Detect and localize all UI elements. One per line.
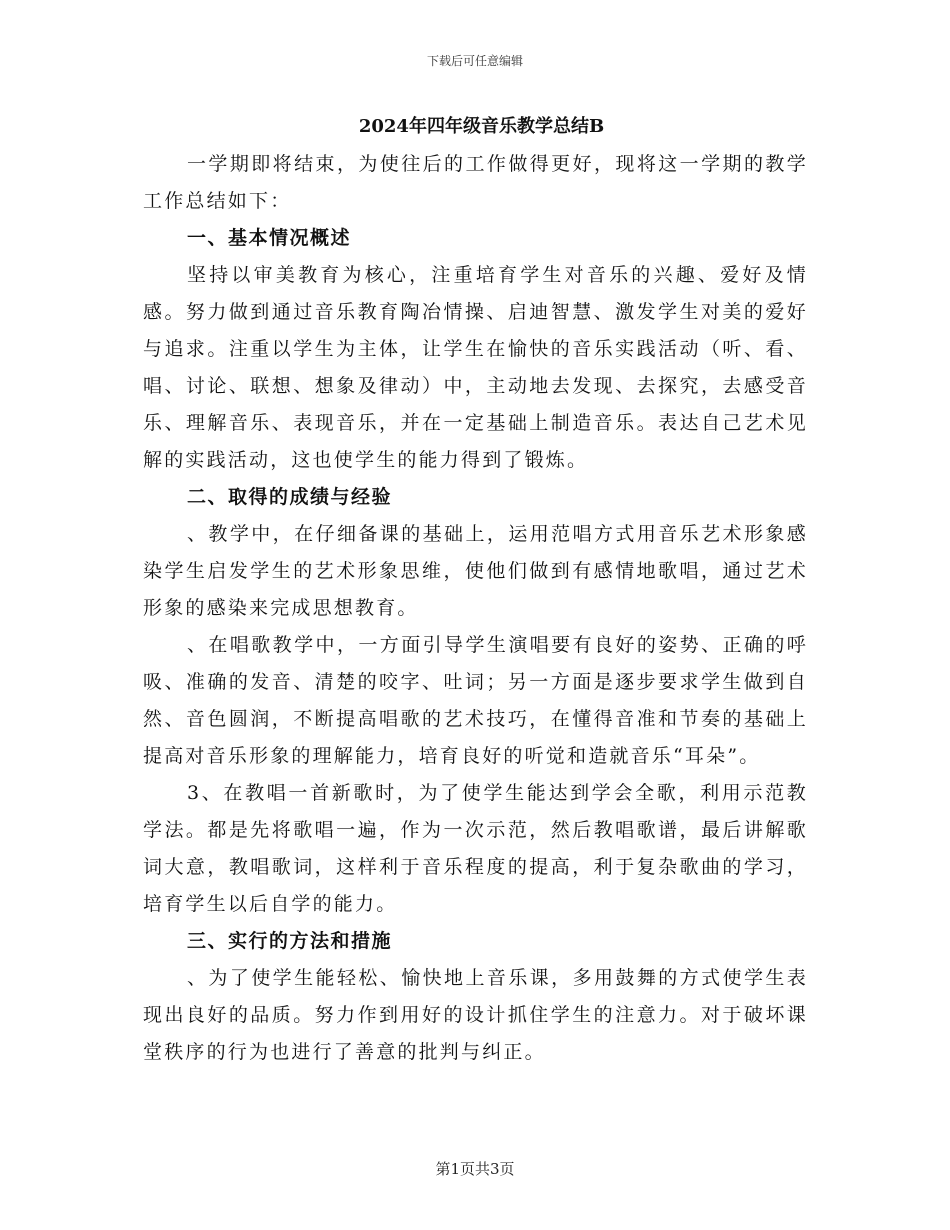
intro-paragraph: 一学期即将结束，为使往后的工作做得更好，现将这一学期的教学工作总结如下：: [143, 153, 808, 212]
section-heading-1: 一、基本情况概述: [187, 227, 352, 249]
section3-paragraph-1: 、为了使学生能轻松、愉快地上音乐课，多用鼓舞的方式使学生表现出良好的品质。努力作到用好的设计抓住学生的注意力。对于破坏课堂秩序的行为也进行了善意的批判与纠正。: [143, 967, 808, 1063]
section2-paragraph-3: 3、在教唱一首新歌时，为了使学生能达到学会全歌，利用示范教学法。都是先将歌唱一遍，作为一次示范，然后教唱歌谱，最后讲解歌词大意，教唱歌词，这样利于音乐程度的提高，利于复杂歌曲的学习，培育学生以后自学的能力。: [143, 782, 808, 915]
page-number-footer: 第1页共3页: [435, 1160, 515, 1178]
header-note: 下载后可任意编辑: [426, 54, 523, 68]
document-title: 2024年四年级音乐教学总结B: [358, 116, 605, 137]
section1-paragraph-1: 坚持以审美教育为核心，注重培育学生对音乐的兴趣、爱好及情感。努力做到通过音乐教育陶冶情操、启迪智慧、激发学生对美的爱好与追求。注重以学生为主体，让学生在愉快的音乐实践活动（听、看、唱、讨论、联想、想象及律动）中，主动地去发现、去探究，去感受音乐、理解音乐、表现音乐，并在一定基础上制造音乐。表达自己艺术见解的实践活动，这也使学生的能力得到了锻炼。: [143, 264, 808, 471]
section2-paragraph-2: 、在唱歌教学中，一方面引导学生演唱要有良好的姿势、正确的呼吸、准确的发音、清楚的咬字、吐词；另一方面是逐步要求学生做到自然、音色圆润，不断提高唱歌的艺术技巧，在懂得音准和节奏的基础上提高对音乐形象的理解能力，培育良好的听觉和造就音乐“耳朵”。: [143, 634, 808, 767]
section2-paragraph-1: 、教学中，在仔细备课的基础上，运用范唱方式用音乐艺术形象感染学生启发学生的艺术形象思维，使他们做到有感情地歌唱，通过艺术形象的感染来完成思想教育。: [143, 523, 808, 619]
section-heading-2: 二、取得的成绩与经验: [187, 486, 393, 508]
section-heading-3: 三、实行的方法和措施: [187, 930, 393, 952]
document-body: [143, 108, 808, 1071]
